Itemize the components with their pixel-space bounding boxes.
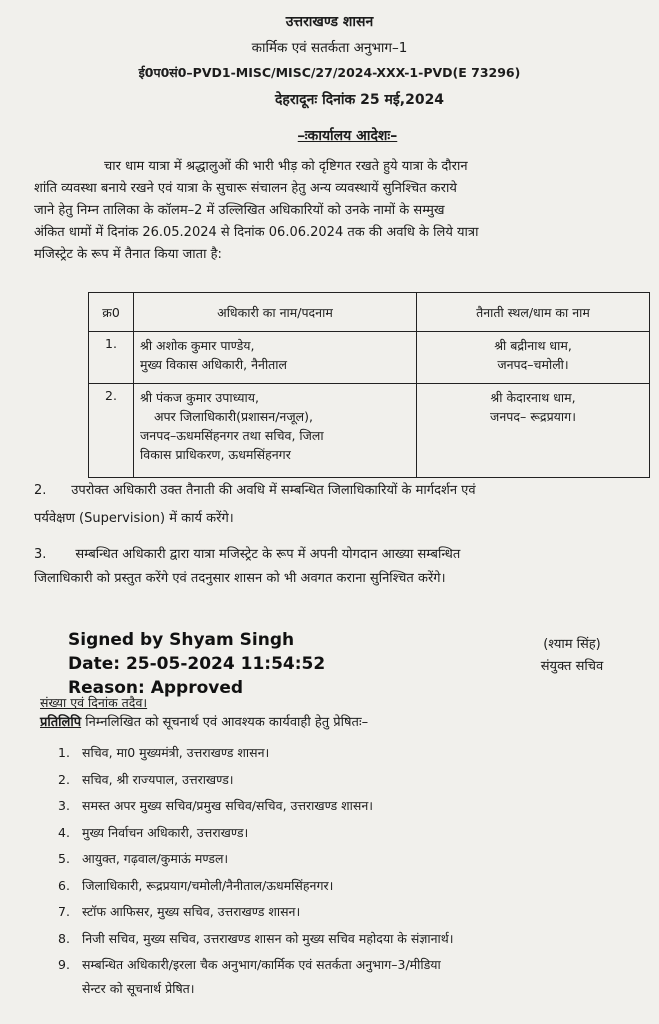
item-number: 9. bbox=[58, 957, 70, 972]
paragraph-2 bbox=[34, 480, 654, 530]
item-number: 6. bbox=[58, 877, 70, 893]
copy-to-text: निम्नलिखित को सूचनार्थ एवं आवश्यक कार्यवाही हेतु प्रेषितः– bbox=[81, 715, 369, 730]
item-text: जिलाधिकारी, रूद्रप्रयाग/चमोली/नैनीताल/ऊधमसिंहनगर। bbox=[82, 877, 334, 893]
row-posting bbox=[417, 384, 650, 478]
officer-line: अपर जिलाधिकारी(प्रशासन/नजूल), bbox=[154, 409, 313, 424]
intro-line: मजिस्ट्रेट के रूप में तैनात किया जाता है: bbox=[34, 247, 222, 262]
col-officer-header: अधिकारी का नाम/पदनाम bbox=[134, 293, 417, 332]
para3-text: सम्बन्धित अधिकारी द्वारा यात्रा मजिस्ट्रेट के रूप में अपनी योगदान आख्या सम्बन्धित bbox=[75, 547, 461, 562]
signing-authority bbox=[512, 634, 632, 678]
item-text: सचिव, मा0 मुख्यमंत्री, उत्तराखण्ड शासन। bbox=[82, 745, 270, 760]
posting-line: श्री बद्रीनाथ धाम, bbox=[494, 338, 572, 353]
para2-line bbox=[34, 480, 654, 502]
list-item bbox=[58, 848, 453, 875]
item-text: सम्बन्धित अधिकारी/इरला चैक अनुभाग/कार्मिक एवं सतर्कता अनुभाग–3/मीडिया bbox=[82, 957, 441, 972]
row-officer bbox=[134, 384, 417, 478]
item-number: 1. bbox=[58, 745, 70, 760]
col-posting-header: तैनाती स्थल/धाम का नाम bbox=[417, 293, 650, 332]
row-serial: 1. bbox=[89, 332, 134, 384]
row-serial: 2. bbox=[89, 384, 134, 478]
intro-line: शांति व्यवस्था बनाये रखने एवं यात्रा के सुचारू संचालन हेतु अन्य व्यवस्थायें सुनिश्चित कराये bbox=[34, 181, 457, 196]
posting-line: जनपद– रूद्रप्रयाग। bbox=[490, 409, 576, 424]
intro-line: चार धाम यात्रा में श्रद्धालुओं की भारी भीड़ को दृष्टिगत रखते हुये यात्रा के दौरान bbox=[104, 159, 468, 174]
item-number: 3. bbox=[58, 798, 70, 813]
intro-paragraph bbox=[34, 156, 654, 266]
table-row bbox=[89, 332, 650, 384]
para2-text: उपरोक्त अधिकारी उक्त तैनाती की अवधि में सम्बन्धित जिलाधिकारियों के मार्गदर्शन एवं bbox=[71, 483, 476, 498]
authority-name: (श्याम सिंह) bbox=[543, 637, 601, 652]
recipient-list bbox=[58, 742, 454, 996]
officer-line: विकास प्राधिकरण, ऊधमसिंहनगर bbox=[140, 447, 291, 462]
list-item bbox=[58, 901, 453, 928]
signed-by: Signed by Shyam Singh bbox=[68, 630, 295, 650]
signature-reason: Reason: Approved bbox=[68, 678, 244, 698]
list-item bbox=[58, 875, 453, 902]
para2-line: पर्यवेक्षण (Supervision) में कार्य करेंगे। bbox=[34, 511, 234, 526]
intro-line: जाने हेतु निम्न तालिका के कॉलम–2 में उल्लिखित अधिकारियों को उनके नामों के सम्मुख bbox=[34, 203, 445, 218]
place-date: देहरादूनः दिनांक 25 मई,2024 bbox=[274, 92, 445, 108]
table-header-row bbox=[89, 293, 650, 332]
reference-line: संख्या एवं दिनांक तदैव। bbox=[40, 695, 148, 710]
item-text: सचिव, श्री राज्यपाल, उत्तराखण्ड। bbox=[82, 771, 234, 787]
posting-line: जनपद–चमोली। bbox=[497, 357, 569, 372]
para3-number: 3. bbox=[34, 547, 47, 562]
order-title: –ःकार्यालय आदेशः– bbox=[297, 128, 398, 144]
authority-designation: संयुक्त सचिव bbox=[540, 659, 604, 674]
table-row bbox=[89, 384, 650, 478]
list-item bbox=[58, 928, 453, 955]
officer-line: जनपद–ऊधमसिंहनगर तथा सचिव, जिला bbox=[140, 428, 324, 443]
officer-line: श्री पंकज कुमार उपाध्याय, bbox=[140, 390, 260, 405]
row-officer bbox=[134, 332, 417, 384]
item-text: स्टॉफ आफिसर, मुख्य सचिव, उत्तराखण्ड शासन। bbox=[82, 904, 301, 919]
copy-to-label: प्रतिलिपि bbox=[40, 715, 82, 730]
section-name: कार्मिक एवं सतर्कता अनुभाग–1 bbox=[251, 40, 408, 56]
para3-line: जिलाधिकारी को प्रस्तुत करेंगे एवं तदनुसार शासन को भी अवगत कराना सुनिश्चित करेंगे। bbox=[34, 571, 446, 586]
item-number: 8. bbox=[58, 930, 70, 946]
list-item bbox=[58, 954, 453, 996]
item-number: 2. bbox=[58, 771, 70, 787]
list-item bbox=[58, 742, 453, 769]
intro-line: अंकित धामों में दिनांक 26.05.2024 से दिनांक 06.06.2024 तक की अवधि के लिये यात्रा bbox=[34, 225, 479, 240]
posting-line: श्री केदारनाथ धाम, bbox=[490, 390, 576, 405]
col-serial-header: क्र0 bbox=[89, 293, 134, 332]
signature-date: Date: 25-05-2024 11:54:52 bbox=[68, 654, 326, 674]
list-item bbox=[58, 769, 453, 796]
digital-signature-stamp bbox=[68, 628, 325, 700]
list-item bbox=[58, 795, 453, 822]
item-number: 5. bbox=[58, 851, 70, 866]
item-text-continued: सेन्टर को सूचनार्थ प्रेषित। bbox=[82, 981, 195, 996]
paragraph-3 bbox=[34, 544, 654, 590]
para2-number: 2. bbox=[34, 483, 47, 498]
officer-line: मुख्य विकास अधिकारी, नैनीताल bbox=[140, 357, 288, 372]
item-number: 4. bbox=[58, 824, 70, 840]
item-text: मुख्य निर्वाचन अधिकारी, उत्तराखण्ड। bbox=[82, 824, 249, 840]
copy-to-line bbox=[40, 712, 368, 730]
item-number: 7. bbox=[58, 904, 70, 919]
list-item bbox=[58, 822, 453, 849]
item-text: समस्त अपर मुख्य सचिव/प्रमुख सचिव/सचिव, उत्तराखण्ड शासन। bbox=[82, 798, 374, 813]
posting-table bbox=[88, 292, 650, 478]
govt-name: उत्तराखण्ड शासन bbox=[285, 14, 374, 30]
file-number: ई0प0सं0–PVD1-MISC/MISC/27/2024-XXX-1-PVD(E 73296) bbox=[138, 65, 521, 80]
row-posting bbox=[417, 332, 650, 384]
item-text: आयुक्त, गढ़वाल/कुमाऊं मण्डल। bbox=[82, 851, 229, 866]
officer-line: श्री अशोक कुमार पाण्डेय, bbox=[140, 338, 255, 353]
item-text: निजी सचिव, मुख्य सचिव, उत्तराखण्ड शासन को मुख्य सचिव महोदया के संज्ञानार्थ। bbox=[82, 930, 454, 946]
para3-line bbox=[34, 544, 654, 566]
